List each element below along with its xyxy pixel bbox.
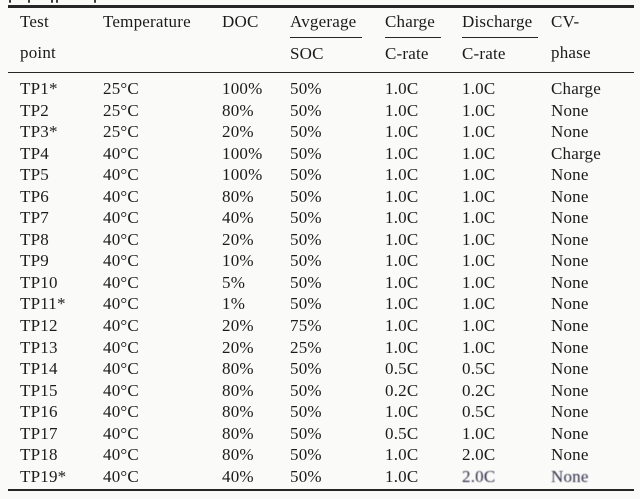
column-header-line1: Discharge [462, 12, 538, 38]
table-cell: TP14 [20, 359, 58, 379]
table-cell: None [551, 402, 589, 422]
table-cell: 1.0C [462, 143, 496, 163]
table-cell: 50% [290, 445, 322, 465]
column-header-line2: phase [551, 43, 591, 62]
column-header-test-point [20, 12, 103, 64]
table-cell: 50% [290, 380, 322, 400]
table-cell: 40°C [103, 143, 139, 163]
table-row [20, 250, 632, 272]
table-cell: 50% [290, 165, 322, 185]
table-cell: 1.0C [385, 337, 419, 357]
table-cell: 1.0C [385, 402, 419, 422]
table-cell: 50% [290, 143, 322, 163]
table-cell: 10% [222, 251, 254, 271]
table-cell: 80% [222, 445, 254, 465]
table-cell: None [551, 229, 589, 249]
table-cell: None [551, 251, 589, 271]
table-cell: TP5 [20, 165, 49, 185]
table-cell: TP7 [20, 208, 49, 228]
table-header-row [20, 12, 632, 64]
table-cell: TP2 [20, 100, 49, 120]
table-cell: 50% [290, 272, 322, 292]
table-cell: TP18 [20, 445, 58, 465]
table-cell: None [551, 423, 589, 443]
table-cell: 40°C [103, 380, 139, 400]
table-row [20, 337, 632, 359]
table-bottom-rule [8, 489, 634, 491]
table-cell: 0.2C [385, 380, 419, 400]
table-cell: 1.0C [385, 251, 419, 271]
table-row [20, 444, 632, 466]
table-cell: None [551, 337, 589, 357]
table-row [20, 143, 632, 165]
table-cell: 100% [222, 165, 263, 185]
table-cell: 50% [290, 251, 322, 271]
column-header-line2: SOC [290, 44, 324, 63]
table-row [20, 423, 632, 445]
table-cell: 0.5C [462, 359, 496, 379]
table-cell: 1.0C [462, 251, 496, 271]
table-cell: 1.0C [462, 186, 496, 206]
table-cell: 40°C [103, 186, 139, 206]
table-cell: 20% [222, 229, 254, 249]
table-cell: None [551, 294, 589, 314]
table-cell: 1.0C [462, 337, 496, 357]
table-cell: 50% [290, 208, 322, 228]
column-header-line1: Test [20, 12, 49, 31]
table-cell: 50% [290, 402, 322, 422]
table-cell: 50% [290, 229, 322, 249]
table-cell: 40% [222, 466, 254, 486]
table-cell: None [551, 100, 589, 120]
table-cell: TP12 [20, 316, 58, 336]
table-cell: TP6 [20, 186, 49, 206]
column-header-line1: Temperature [103, 12, 191, 31]
column-header-charge-crate [385, 12, 462, 64]
column-header-doc [222, 12, 290, 64]
table-cell: 0.5C [385, 423, 419, 443]
table-cell: None [551, 380, 589, 400]
column-header-discharge-crate [462, 12, 551, 64]
table-cell: 50% [290, 423, 322, 443]
table-cell: 1.0C [385, 272, 419, 292]
table-cell: 1.0C [385, 208, 419, 228]
table-cell: 0.2C [462, 380, 496, 400]
table-body [20, 78, 632, 487]
table-cell: Charge [551, 143, 601, 163]
table-cell: 0.5C [462, 402, 496, 422]
table-row [20, 186, 632, 208]
table-cell: 1.0C [462, 423, 496, 443]
table-cell: None [551, 316, 589, 336]
table-cell: 2.0C [462, 445, 496, 465]
table-cell: TP8 [20, 229, 49, 249]
table-cell: 40% [222, 208, 254, 228]
table-cell: None [551, 359, 589, 379]
table-cell: 1.0C [462, 122, 496, 142]
table-cell: TP19* [20, 466, 67, 486]
table-cell: 1.0C [385, 294, 419, 314]
column-header-temperature [103, 12, 222, 64]
table-cell: 40°C [103, 251, 139, 271]
table-cell: 100% [222, 79, 263, 98]
column-header-line2: point [20, 43, 56, 62]
table-cell: 40°C [103, 208, 139, 228]
table-cell: 40°C [103, 337, 139, 357]
table-cell: 80% [222, 380, 254, 400]
table-cell: 40°C [103, 229, 139, 249]
table-cell: 1.0C [385, 186, 419, 206]
column-header-line2: C-rate [462, 44, 506, 63]
table-cell: 20% [222, 337, 254, 357]
table-row [20, 293, 632, 315]
table-cell: 80% [222, 100, 254, 120]
table-cell: 50% [290, 79, 322, 98]
table-cell: 25°C [103, 100, 139, 120]
table-cell: 1.0C [385, 445, 419, 465]
table-cell: TP4 [20, 143, 49, 163]
table-cell: 40°C [103, 423, 139, 443]
table-cell: 40°C [103, 359, 139, 379]
table-cell: None [551, 186, 589, 206]
table-cell: 20% [222, 316, 254, 336]
table-cell: TP1* [20, 79, 58, 98]
table-row [20, 78, 632, 100]
table-cell: 75% [290, 316, 322, 336]
table-cell: 80% [222, 402, 254, 422]
table-cell: TP13 [20, 337, 58, 357]
table-cell: 1.0C [462, 316, 496, 336]
column-header-line1: DOC [222, 12, 259, 31]
table-cell: 20% [222, 122, 254, 142]
table-cell: 50% [290, 294, 322, 314]
table-row [20, 164, 632, 186]
table-cell: 1.0C [462, 229, 496, 249]
table-cell: 1.0C [462, 294, 496, 314]
table-cell: TP9 [20, 251, 49, 271]
table-cell: TP3* [20, 122, 58, 142]
table-cell: 40°C [103, 294, 139, 314]
table-cell: TP15 [20, 380, 58, 400]
table-cell: 1.0C [385, 316, 419, 336]
table-cell: 40°C [103, 402, 139, 422]
table-row [20, 272, 632, 294]
table-cell: 40°C [103, 445, 139, 465]
table-cell: None [551, 165, 589, 185]
table-cell: 80% [222, 186, 254, 206]
table-cell: 2.0C [462, 466, 496, 486]
table-cell: TP16 [20, 402, 58, 422]
table-cell: 1.0C [385, 229, 419, 249]
table-cell: 40°C [103, 466, 139, 486]
table-row [20, 207, 632, 229]
table-cell: 1% [222, 294, 246, 314]
caption-descender-mark [56, 0, 58, 3]
table-cell: 1.0C [462, 272, 496, 292]
table-cell: 1.0C [385, 165, 419, 185]
table-cell: 50% [290, 122, 322, 142]
table-cell: TP17 [20, 423, 58, 443]
table-cell: TP10 [20, 272, 58, 292]
table-cell: 40°C [103, 316, 139, 336]
table-cell: 50% [290, 100, 322, 120]
table-cell: TP11* [20, 294, 66, 314]
table-cell: 50% [290, 359, 322, 379]
table-cell: None [551, 122, 589, 142]
table-row [20, 100, 632, 122]
table-cell: 40°C [103, 272, 139, 292]
table-row [20, 121, 632, 143]
table-cell: 1.0C [462, 100, 496, 120]
table-cell: None [551, 272, 589, 292]
table-cell: 80% [222, 423, 254, 443]
caption-descender-mark [9, 0, 11, 3]
column-header-line2: C-rate [385, 44, 429, 63]
table-cell: Charge [551, 79, 601, 98]
table-cell: None [551, 208, 589, 228]
table-cell: 80% [222, 359, 254, 379]
column-header-line1: Avgerage [290, 12, 362, 38]
table-cell: None [551, 466, 589, 486]
table-cell: 40°C [103, 165, 139, 185]
table-cell: 1.0C [385, 79, 419, 98]
table-cell: 25°C [103, 122, 139, 142]
column-header-cv-phase [551, 12, 632, 64]
column-header-line1: CV- [551, 12, 580, 31]
table-row [20, 358, 632, 380]
table-top-rule [8, 5, 634, 8]
table-header-rule [8, 72, 634, 74]
table-row [20, 380, 632, 402]
table-cell: 1.0C [385, 100, 419, 120]
table-cell: 0.5C [385, 359, 419, 379]
column-header-average-soc [290, 12, 385, 64]
table-row [20, 229, 632, 251]
table-cell: 1.0C [385, 466, 419, 486]
table-cell: 25% [290, 337, 322, 357]
caption-descender-mark [51, 0, 53, 3]
table-cell: 1.0C [385, 143, 419, 163]
caption-descender-mark [28, 0, 30, 3]
table-cell: 50% [290, 466, 322, 486]
caption-descender-mark [94, 0, 96, 3]
table-cell: 1.0C [462, 165, 496, 185]
table-cell: None [551, 445, 589, 465]
table-cell: 50% [290, 186, 322, 206]
table-row [20, 466, 632, 488]
table-cell: 25°C [103, 79, 139, 98]
column-header-line1: Charge [385, 12, 441, 38]
table-cell: 1.0C [385, 122, 419, 142]
table-cell: 100% [222, 143, 263, 163]
table-cell: 1.0C [462, 208, 496, 228]
table-cell: 5% [222, 272, 246, 292]
cropped-caption-remnant [0, 0, 640, 4]
table-cell: 1.0C [462, 79, 496, 98]
table-row [20, 315, 632, 337]
table-row [20, 401, 632, 423]
